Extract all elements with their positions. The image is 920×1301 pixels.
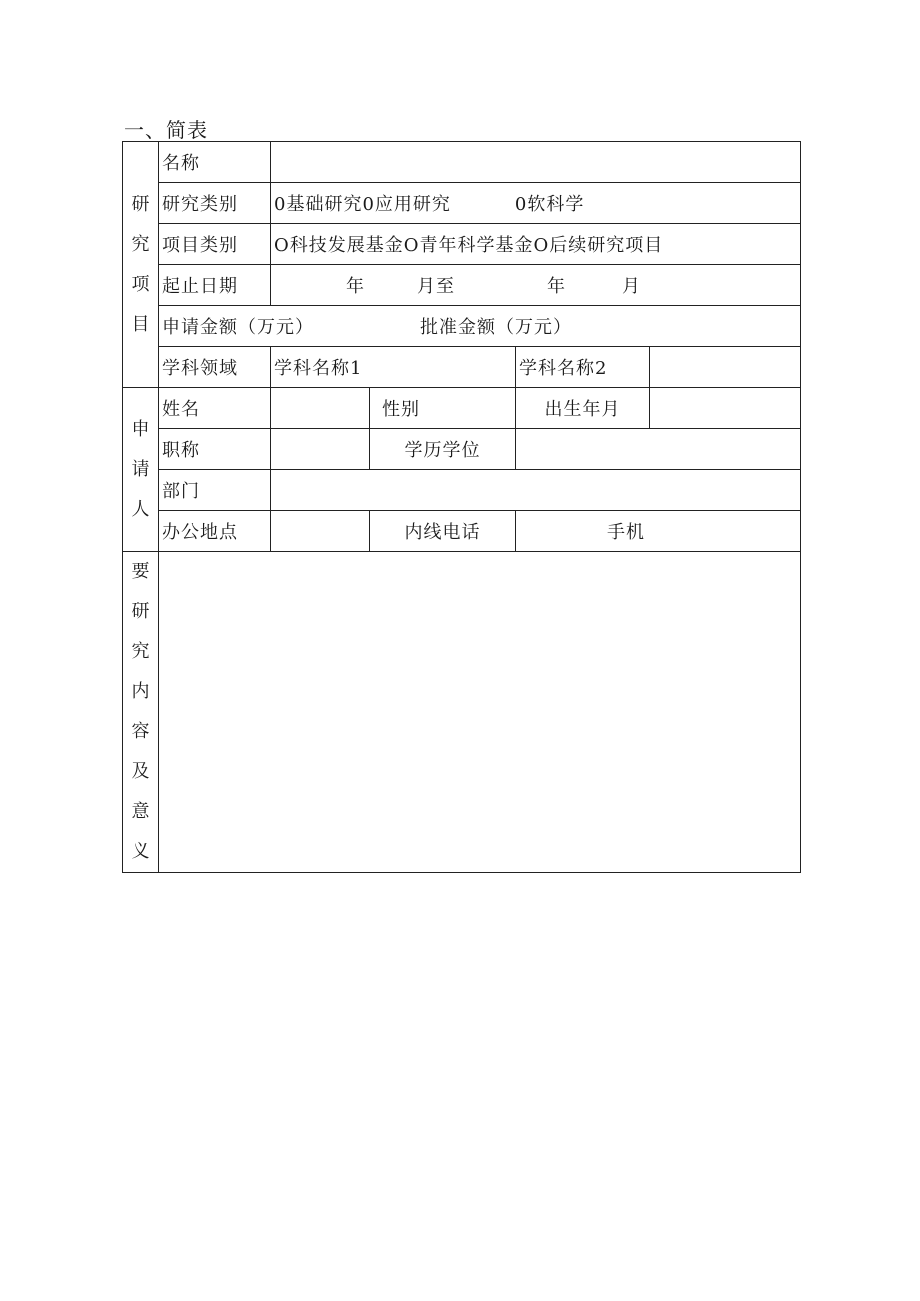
- project-group-cell: [123, 142, 159, 388]
- project-group-label: 研究项目: [131, 193, 150, 335]
- option-applied-research[interactable]: 0应用研究: [362, 194, 451, 215]
- project-name-label: 名称: [159, 142, 271, 183]
- research-category-label: 研究类别: [159, 183, 271, 224]
- project-name-field[interactable]: [271, 142, 801, 183]
- option-basic-research[interactable]: 0基础研究: [274, 194, 363, 215]
- option-soft-science[interactable]: 0软科学: [514, 194, 585, 215]
- department-label: 部门: [159, 470, 271, 511]
- summary-form-table: [122, 141, 801, 873]
- row-amounts: [123, 306, 801, 347]
- date-year-start: 年: [346, 276, 365, 297]
- research-category-options: [271, 183, 801, 224]
- research-content-field[interactable]: [159, 552, 801, 873]
- option-followup-project[interactable]: O后续研究项目: [533, 235, 664, 256]
- title-label: 职称: [159, 429, 271, 470]
- row-subject-field: [123, 347, 801, 388]
- row-project-name: [123, 142, 801, 183]
- title-field[interactable]: [271, 429, 370, 470]
- content-group-label: 要研究内容及意义: [131, 561, 150, 862]
- mobile-label: 手机: [607, 522, 645, 543]
- office-field[interactable]: [271, 511, 370, 552]
- project-type-options: [271, 224, 801, 265]
- subject-field-label: 学科领域: [159, 347, 271, 388]
- row-office: [123, 511, 801, 552]
- applicant-name-label: 姓名: [159, 388, 271, 429]
- row-research-category: [123, 183, 801, 224]
- applicant-group-label: 申请人: [131, 418, 150, 520]
- row-research-content: [123, 552, 801, 873]
- subject-name-2-cell[interactable]: 学科名称2: [516, 347, 650, 388]
- option-tech-fund[interactable]: O科技发展基金: [274, 235, 404, 256]
- row-applicant-name: [123, 388, 801, 429]
- phone-mobile-cell[interactable]: [516, 511, 801, 552]
- gender-label: 性别: [370, 388, 516, 429]
- row-date-range: [123, 265, 801, 306]
- project-type-label: 项目类别: [159, 224, 271, 265]
- subject-name-2-value[interactable]: [650, 347, 801, 388]
- department-field[interactable]: [271, 470, 801, 511]
- apply-amount-label: 申请金额（万元）: [162, 317, 314, 338]
- applicant-group-cell: [123, 388, 159, 552]
- degree-label: 学历学位: [370, 429, 516, 470]
- option-youth-fund[interactable]: O青年科学基金: [403, 235, 534, 256]
- applicant-name-field[interactable]: [271, 388, 370, 429]
- row-project-type: [123, 224, 801, 265]
- section-heading: 一、简表: [124, 118, 208, 142]
- birth-field[interactable]: [650, 388, 801, 429]
- row-department: [123, 470, 801, 511]
- row-applicant-title: [123, 429, 801, 470]
- amounts-cell[interactable]: [159, 306, 801, 347]
- date-month-end: 月: [622, 276, 641, 297]
- birth-label: 出生年月: [516, 388, 650, 429]
- subject-name-1-cell[interactable]: 学科名称1: [271, 347, 516, 388]
- date-range-label: 起止日期: [159, 265, 271, 306]
- approve-amount-label: 批准金额（万元）: [420, 317, 572, 338]
- phone-label: 内线电话: [370, 511, 516, 552]
- date-range-field[interactable]: [271, 265, 801, 306]
- degree-field[interactable]: [516, 429, 801, 470]
- date-month-start: 月至: [417, 276, 455, 297]
- date-year-end: 年: [547, 276, 566, 297]
- office-label: 办公地点: [159, 511, 271, 552]
- content-group-cell: [123, 552, 159, 873]
